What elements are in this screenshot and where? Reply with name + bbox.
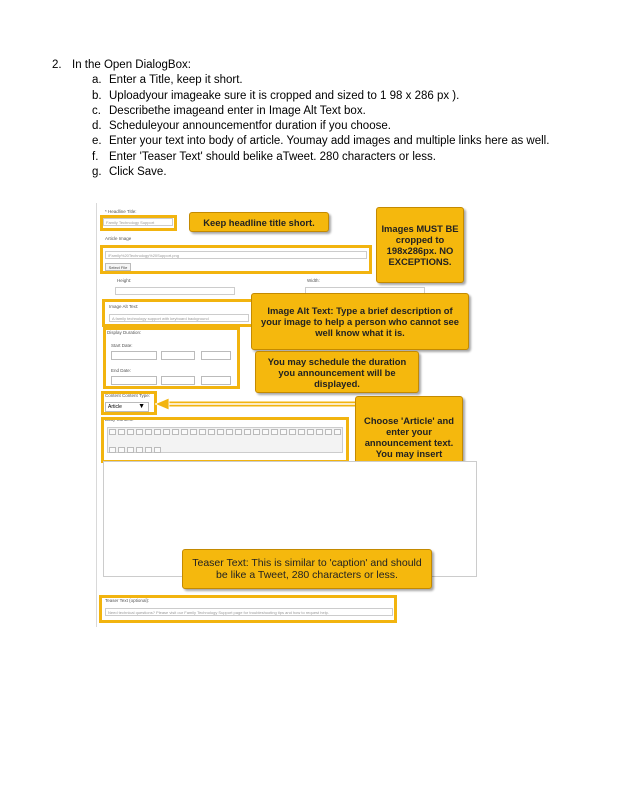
image-path-highlight [100,245,372,274]
teaser-input[interactable]: Need technical questions? Please visit our Family Technology Support page for troubleshooting tips and how to request help. [105,608,393,616]
callout-image-size: Images MUST BE cropped to 198x286px. NO EXCEPTIONS. [376,207,464,283]
select-file-button[interactable]: Select File [105,263,131,271]
callout-alt-text: Image Alt Text: Type a brief description of your image to help a person who cannot see well know what it is. [251,293,469,350]
substep-text: Uploadyour imageake sure it is cropped and sized to 1 98 x 286 px ). [109,89,460,102]
substep-a [92,73,549,88]
chevron-down-icon: ▼ [138,403,145,410]
headline-input[interactable]: Family Technology Support [103,218,173,226]
alt-text-highlight [102,299,257,327]
callout-headline: Keep headline title short. [189,212,329,232]
substep-text: Scheduleyour announcementfor duration if you choose. [109,120,391,133]
body-toolbar-highlight [101,417,349,463]
alt-text-input[interactable]: A family technology support with keyboard background [109,314,249,322]
substep-text: Describethe imageand enter in Image Alt Text box. [109,104,366,117]
instructions [52,58,549,180]
height-label: Height: [117,278,132,283]
substep-text: Enter your text into body of article. Youmay add images and multiple links here as well. [109,135,550,148]
substep-letter: c. [92,104,101,117]
step-number: 2. [52,59,62,71]
substep-letter: a. [92,74,102,87]
body-label: Body Content: [105,417,134,422]
display-duration-label: Display Duration: [107,330,142,335]
end-date-label: End Date: [111,368,132,373]
teaser-highlight [99,595,397,623]
display-duration-highlight [103,327,240,389]
substep-g [92,165,549,180]
content-type-highlight [101,391,157,415]
article-image-label: Article Image [105,236,132,241]
substep-list [92,73,549,180]
substep-text: Enter a Title, keep it short. [109,74,243,87]
step-title: In the Open DialogBox: [72,59,191,71]
substep-text: Enter 'Teaser Text' should belike aTweet. 280 characters or less. [109,150,436,163]
image-path-input[interactable]: /Family%20Technology%20Support.png [105,251,367,259]
substep-f [92,150,549,165]
teaser-label: Teaser Text (optional): [105,598,150,603]
substep-d [92,119,549,134]
callout-teaser: Teaser Text: This is similar to 'caption' and should be like a Tweet, 280 characters or less. [182,549,432,589]
content-type-value: Article [108,404,122,410]
step-heading [52,58,549,73]
alt-text-label: Image Alt Text: [109,304,139,309]
callout-article: Choose 'Article' and enter your announcement text. You may insert [355,396,463,500]
headline-highlight [100,215,177,231]
headline-label: * Headline Title: [105,209,137,214]
substep-text: Click Save. [109,166,167,179]
callout-schedule: You may schedule the duration you announcement will be displayed. [255,351,419,393]
substep-b [92,89,549,104]
substep-letter: e. [92,135,102,148]
substep-letter: f. [92,150,99,163]
substep-letter: g. [92,166,102,179]
annotated-form-screenshot [96,203,483,627]
substep-e [92,134,549,149]
width-label: Width: [307,278,320,283]
substep-letter: b. [92,89,102,102]
start-date-label: Start Date: [111,343,133,348]
arrow-icon [155,398,355,410]
substep-letter: d. [92,120,102,133]
content-type-label: Content Content Type: [105,393,150,398]
height-input[interactable] [115,287,235,295]
substep-c [92,104,549,119]
